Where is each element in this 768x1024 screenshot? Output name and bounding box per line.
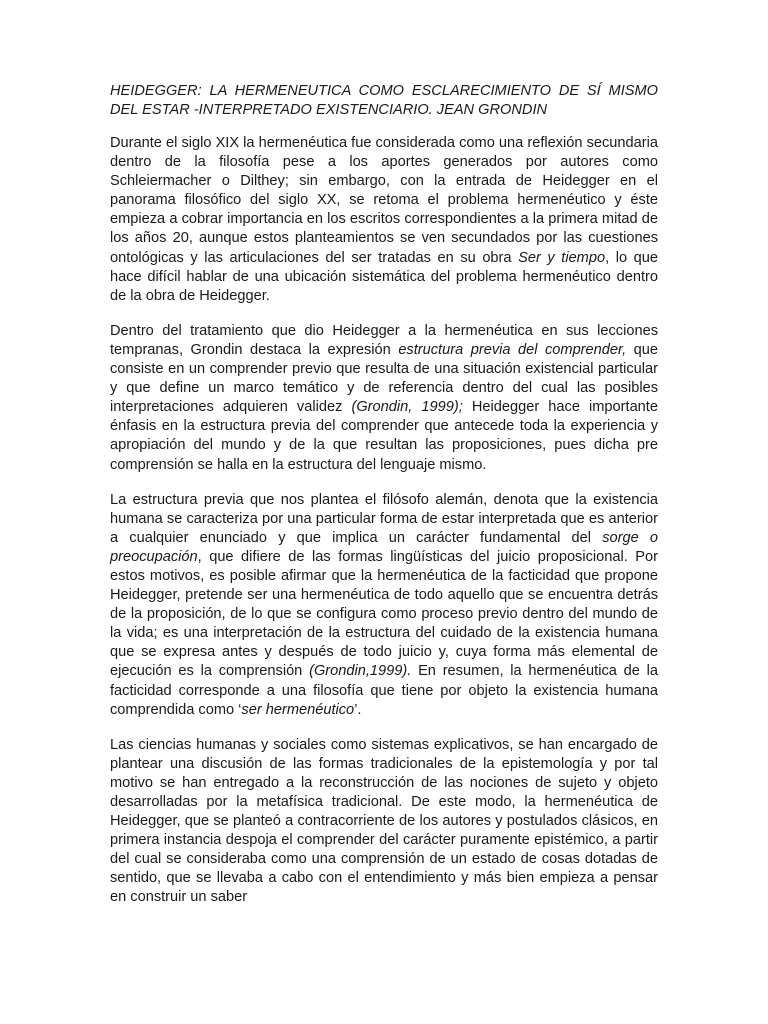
paragraph-text: , que difiere de las formas lingüísticas del juicio proposicional. Por estos motivos, es posible afirmar que la hermenéutica de la facticidad que propone Heidegger, pretende ser una hermenéutica de todo aquello que se encuentra detrás de la proposición, de lo que se configura como proceso previo dentro del mundo de la vida; es una interpretación de la estructura del cuidado de la existencia humana que se expresa antes y después de todo juicio y, cuya forma más elemental de ejecución es la comprensión [110, 548, 658, 680]
paragraph-4 [110, 736, 658, 908]
paragraph-3 [110, 491, 658, 720]
paragraph-text: , lo que hace difícil hablar de una ubicación sistemática del problema hermenéutico dentro de la obra de Heidegger. [110, 249, 658, 304]
paragraph-text: Las ciencias humanas y sociales como sistemas explicativos, se han encargado de plantear una discusión de las formas tradicionales de la epistemología y por tal motivo se han entregado a la reconstrucción de las nociones de sujeto y objeto desarrolladas por la metafísica tradicional. De este modo, la hermenéutica de Heidegger, que se planteó a contracorriente de los autores y postulados clásicos, en primera instancia despoja el comprender del carácter puramente epistémico, a partir del cual se consideraba como una comprensión de un estado de cosas dotadas de sentido, que se llevaba a cabo con el entendimiento y más bien empieza a pensar en construir un saber [110, 736, 658, 906]
paragraph-text: Dentro del tratamiento que dio Heidegger a la hermenéutica en sus lecciones tempranas, Grondin destaca la expresión [110, 322, 658, 358]
document-title: HEIDEGGER: LA HERMENEUTICA COMO ESCLARECIMIENTO DE SÍ MISMO DEL ESTAR -INTERPRETADO EXISTENCIARIO. JEAN GRONDIN [110, 83, 658, 118]
paragraph-italic-text: ser hermenéutico [241, 701, 355, 718]
paragraph-italic-text: sorge o preocupación [110, 529, 658, 565]
paragraph-text: Durante el siglo XIX la hermenéutica fue considerada como una reflexión secundaria dentro de la filosofía pese a los aportes generados por autores como Schleiermacher o Dilthey; sin embargo, con la entrada de Heidegger en el panorama filosófico del siglo XX, se retoma el problema hermenéutico y éste empieza a cobrar importancia en los escritos correspondientes a la primera mitad de los años 20, aunque estos planteamientos se ven secundados por las cuestiones ontológicas y las articulaciones del ser tratadas en su obra [110, 135, 658, 266]
paragraph-text: En resumen, la hermenéutica de la facticidad corresponde a una filosofía que tiene por objeto la existencia humana comprendida como ‘ [110, 663, 658, 718]
paragraph-text: La estructura previa que nos plantea el filósofo alemán, denota que la existencia humana se caracteriza por una particular forma de estar interpretada que es anterior a cualquier enunciado y que implica un carácter fundamental del [110, 491, 658, 546]
paragraph-italic-text: estructura previa del comprender, [398, 341, 627, 358]
paragraph-text: que consiste en un comprender previo que resulta de una situación existencial particular y que define un marco temático y de referencia dentro del cual las posibles interpretaciones adquieren validez [110, 341, 658, 416]
paragraph-1 [110, 134, 658, 306]
citation-text: (Grondin,1999). [309, 663, 412, 680]
citation-text: (Grondin, 1999); [351, 399, 463, 416]
document-page [110, 82, 658, 908]
paragraph-2 [110, 322, 658, 475]
paragraph-text: Heidegger hace importante énfasis en la estructura previa del comprender que antecede toda la experiencia y apropiación del mundo y de la que resultan las proposiciones, pues dicha pre comprensión se halla en la estructura del lenguaje mismo. [110, 399, 658, 473]
paragraph-italic-text: Ser y tiempo [518, 249, 606, 266]
paragraph-text: ’. [354, 701, 362, 718]
